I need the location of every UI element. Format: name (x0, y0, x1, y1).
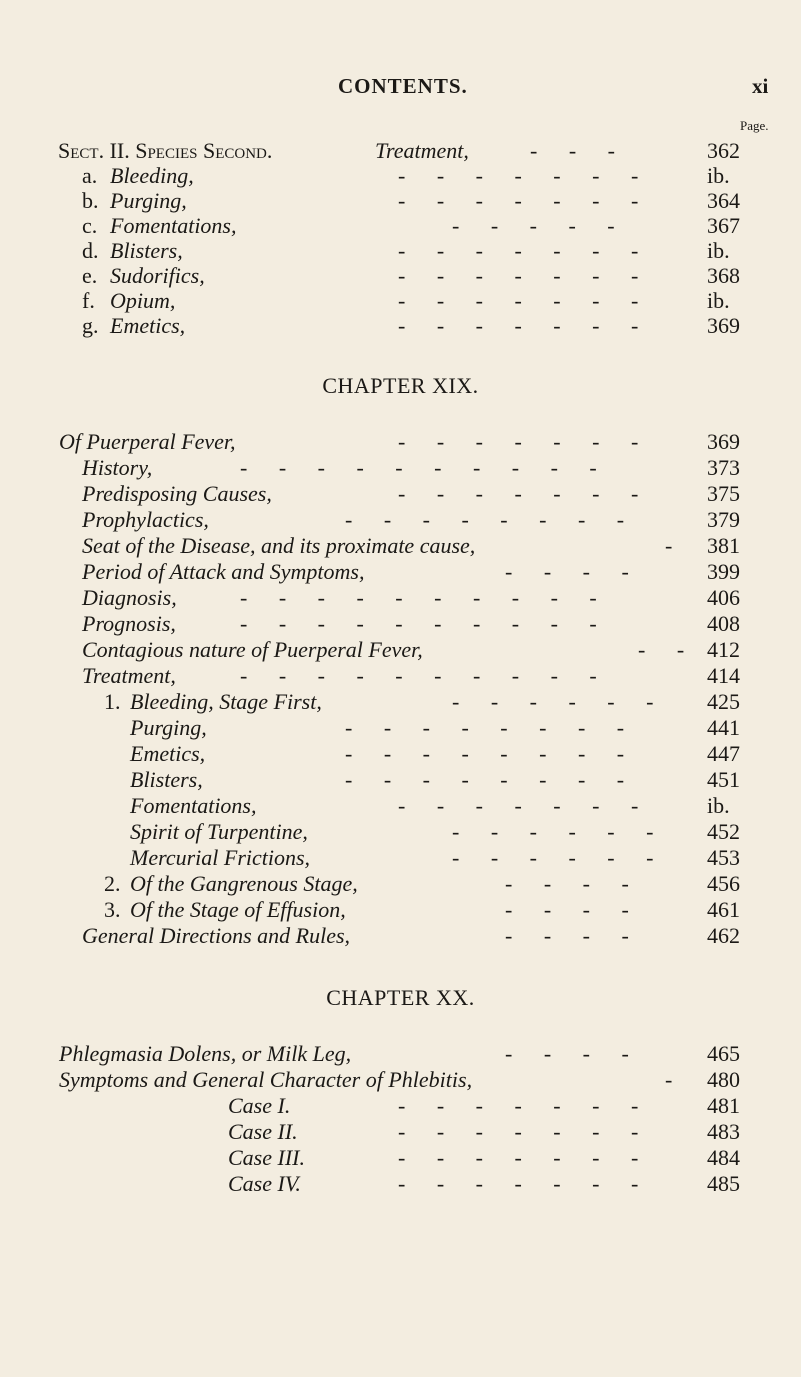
toc-entry (0, 1170, 801, 1198)
leader-dots: - - - - (505, 1041, 642, 1066)
toc-entry (0, 870, 801, 898)
toc-entry (0, 428, 801, 456)
toc-entry-title: History, (82, 455, 153, 480)
toc-entry-section-heading (0, 137, 801, 165)
toc-entry-title: Symptoms and General Character of Phlebitis, (59, 1067, 473, 1092)
toc-entry-page: 373 (707, 455, 740, 480)
leader-dots: - - - - - - - (398, 1145, 652, 1170)
toc-entry (0, 610, 801, 638)
toc-entry-page: 481 (707, 1093, 740, 1118)
toc-entry-page: 451 (707, 767, 740, 792)
toc-entry-title: Blisters, (110, 238, 183, 263)
toc-entry-title: Purging, (110, 188, 187, 213)
leader-dots: - - - - (505, 559, 642, 584)
leader-dots: - - - - - - - (398, 288, 652, 313)
leader-dots: - - - - - - - (398, 429, 652, 454)
toc-entry (0, 237, 801, 265)
toc-entry-title: Contagious nature of Puerperal Fever, (82, 637, 423, 662)
toc-entry-title: Bleeding, (110, 163, 194, 188)
toc-entry (0, 506, 801, 534)
toc-entry (0, 766, 801, 794)
toc-entry-page: 368 (707, 263, 740, 288)
toc-entry (0, 636, 801, 664)
leader-dots: - - - - - - - - (345, 767, 638, 792)
toc-entry-number: 3. (104, 897, 121, 922)
toc-entry-title: Of the Stage of Effusion, (130, 897, 346, 922)
toc-entry-title: Predisposing Causes, (82, 481, 272, 506)
toc-entry-page: 364 (707, 188, 740, 213)
running-head (0, 74, 801, 104)
toc-entry (0, 662, 801, 690)
leader-dots: - - - - - - - - (345, 741, 638, 766)
toc-entry-page: ib. (707, 793, 730, 818)
toc-entry-page: 379 (707, 507, 740, 532)
running-title: CONTENTS. (338, 74, 468, 98)
toc-entry-letter: d. (82, 238, 99, 263)
toc-entry-page: 480 (707, 1067, 740, 1092)
toc-entry-title: Period of Attack and Symptoms, (82, 559, 365, 584)
toc-entry-page: 453 (707, 845, 740, 870)
toc-entry (0, 896, 801, 924)
toc-entry-page: 412 (707, 637, 740, 662)
toc-entry-letter: c. (82, 213, 98, 238)
toc-entry (0, 262, 801, 290)
toc-entry-title: Prognosis, (82, 611, 176, 636)
leader-dots: - - - - - - - - (345, 507, 638, 532)
leader-dots: - (665, 533, 686, 558)
toc-entry-title: Bleeding, Stage First, (130, 689, 322, 714)
leader-dots: - - - - (505, 923, 642, 948)
toc-entry (0, 714, 801, 742)
toc-entry (0, 740, 801, 768)
toc-entry-title: Opium, (110, 288, 176, 313)
chapter-heading: CHAPTER XIX. (322, 373, 479, 398)
toc-entry-title: Case III. (228, 1145, 305, 1170)
page-column-label: Page. (740, 118, 769, 133)
toc-entry-page: 456 (707, 871, 740, 896)
toc-entry-letter: e. (82, 263, 98, 288)
toc-entry-page: 484 (707, 1145, 740, 1170)
toc-entry (0, 844, 801, 872)
toc-entry-title: Purging, (130, 715, 207, 740)
toc-entry (0, 584, 801, 612)
toc-entry (0, 312, 801, 340)
toc-entry-letter: g. (82, 313, 99, 338)
toc-entry-title: Treatment, (82, 663, 176, 688)
toc-entry-title: Fomentations, (130, 793, 257, 818)
toc-entry-title: Case IV. (228, 1171, 301, 1196)
toc-entry-title: Mercurial Frictions, (130, 845, 311, 870)
leader-dots: - - - - - - - (398, 238, 652, 263)
toc-entry-title: Emetics, (130, 741, 206, 766)
leader-dots: - - - - - - - (398, 1119, 652, 1144)
toc-entry-title: Case II. (228, 1119, 298, 1144)
leader-dots: - - - - - - (452, 689, 667, 714)
toc-entry-title: Prophylactics, (82, 507, 209, 532)
leader-dots: - - - - (505, 871, 642, 896)
leader-dots: - - - - - - - - - - (240, 455, 610, 480)
toc-entry-title: Of Puerperal Fever, (59, 429, 236, 454)
leader-dots: - - - - - - - (398, 313, 652, 338)
toc-entry (0, 287, 801, 315)
toc-entry (0, 480, 801, 508)
toc-entry-title: Case I. (228, 1093, 291, 1118)
toc-entry-page: 483 (707, 1119, 740, 1144)
toc-entry-page: 441 (707, 715, 740, 740)
toc-entry-letter: a. (82, 163, 98, 188)
leader-dots: - - - - (505, 897, 642, 922)
toc-entry-page: 461 (707, 897, 740, 922)
leader-dots: - - - - - - - (398, 481, 652, 506)
toc-entry-letter: f. (82, 288, 95, 313)
page-number: xi (752, 74, 769, 98)
toc-entry (0, 162, 801, 190)
leader-dots: - - - - - - (452, 845, 667, 870)
leader-dots: - - - - - - - (398, 1093, 652, 1118)
toc-entry-title: Fomentations, (110, 213, 237, 238)
toc-entry-title: Sudorifics, (110, 263, 205, 288)
leader-dots: - - - - - - - (398, 263, 652, 288)
leader-dots: - - - - - - - - - - (240, 585, 610, 610)
toc-entry-page: 369 (707, 313, 740, 338)
toc-entry-page: 485 (707, 1171, 740, 1196)
toc-entry (0, 922, 801, 950)
chapter-heading: CHAPTER XX. (326, 985, 475, 1010)
leader-dots: - - - - - (452, 213, 628, 238)
toc-entry-title: Spirit of Turpentine, (130, 819, 308, 844)
toc-entry-page: 375 (707, 481, 740, 506)
toc-entry-number: 2. (104, 871, 121, 896)
leader-dots: - - - - - - - (398, 188, 652, 213)
toc-entry (0, 1144, 801, 1172)
leader-dots: - - - - - - - - (345, 715, 638, 740)
toc-entry-title: Of the Gangrenous Stage, (130, 871, 358, 896)
leader-dots: - - - - - - - (398, 1171, 652, 1196)
toc-entry (0, 818, 801, 846)
leader-dots: - - - - - - - - - - (240, 611, 610, 636)
toc-entry-title: General Directions and Rules, (82, 923, 351, 948)
toc-entry (0, 1066, 801, 1094)
toc-entry-page: 381 (707, 533, 740, 558)
toc-entry-page: 406 (707, 585, 740, 610)
toc-entry-page: 367 (707, 213, 740, 238)
toc-entry-number: 1. (104, 689, 121, 714)
toc-entry-page: 465 (707, 1041, 740, 1066)
toc-entry-page: ib. (707, 238, 730, 263)
toc-entry-page: 369 (707, 429, 740, 454)
toc-entry-page: 408 (707, 611, 740, 636)
toc-entry (0, 1040, 801, 1068)
toc-entry (0, 532, 801, 560)
toc-entry (0, 688, 801, 716)
toc-entry-title: Treatment, (375, 138, 469, 163)
toc-entry (0, 454, 801, 482)
toc-entry-title: Blisters, (130, 767, 203, 792)
toc-entry-title: Emetics, (110, 313, 186, 338)
toc-entry-title: Phlegmasia Dolens, or Milk Leg, (59, 1041, 352, 1066)
toc-entry-title: Diagnosis, (82, 585, 177, 610)
leader-dots: - - - - - - - - - - (240, 663, 610, 688)
toc-entry-page: ib. (707, 288, 730, 313)
toc-entry-page: 452 (707, 819, 740, 844)
toc-entry (0, 558, 801, 586)
leader-dots: - - (638, 637, 698, 662)
toc-entry (0, 792, 801, 820)
toc-entry (0, 187, 801, 215)
toc-entry-title: Seat of the Disease, and its proximate cause, (82, 533, 476, 558)
toc-entry-page: ib. (707, 163, 730, 188)
leader-dots: - - - - - - - (398, 163, 652, 188)
toc-entry (0, 212, 801, 240)
toc-entry-letter: b. (82, 188, 99, 213)
toc-entry-page: 362 (707, 138, 740, 163)
toc-entry-page: 399 (707, 559, 740, 584)
toc-entry-page: 414 (707, 663, 740, 688)
leader-dots: - - - (530, 138, 628, 163)
toc-entry-page: 447 (707, 741, 740, 766)
toc-entry (0, 1118, 801, 1146)
leader-dots: - - - - - - (452, 819, 667, 844)
toc-entry (0, 1092, 801, 1120)
toc-entry-page: 425 (707, 689, 740, 714)
leader-dots: - (665, 1067, 686, 1092)
toc-entry-page: 462 (707, 923, 740, 948)
leader-dots: - - - - - - - (398, 793, 652, 818)
toc-entry-prefix: Sect. II. Species Second. (58, 138, 273, 163)
